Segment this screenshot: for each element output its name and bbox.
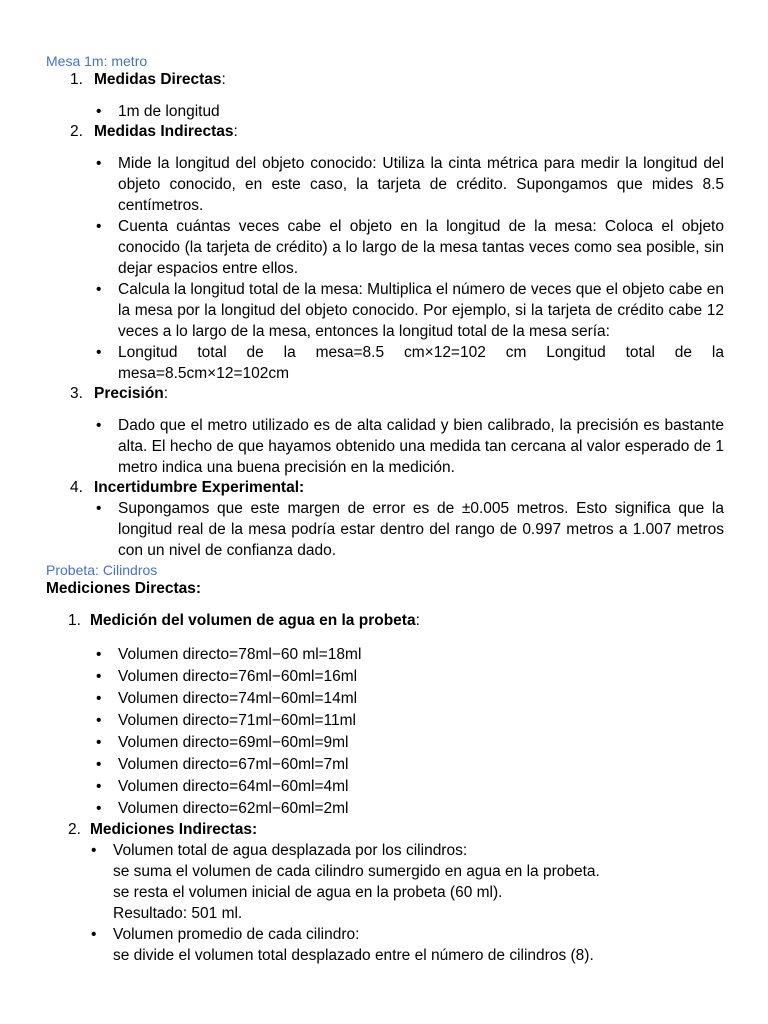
list-item-medicion-volumen xyxy=(46,611,726,631)
item-suffix: : xyxy=(233,123,238,140)
bullet-item: • Volumen directo=64ml−60ml=4ml xyxy=(118,776,726,798)
bullet-item: • Longitud total de la mesa=8.5 cm×12=102 cm Longitud total de la mesa=8.5cm×12=102cm xyxy=(118,342,726,384)
section-heading-mesa: Mesa 1m: metro xyxy=(46,53,148,69)
list-number: 2. xyxy=(68,821,81,838)
list-number: 3. xyxy=(70,385,83,402)
bullet-line: se resta el volumen inicial de agua en la probeta (60 ml). xyxy=(113,884,503,901)
bullet-list xyxy=(46,101,726,122)
bullet-list xyxy=(46,498,726,561)
volume-bullet-list xyxy=(46,644,726,820)
subheading-mediciones-directas: Mediciones Directas: xyxy=(46,580,202,597)
bullet-list xyxy=(46,153,726,384)
bullet-line: • Volumen promedio de cada cilindro: xyxy=(113,926,360,943)
bullet-line: se divide el volumen total desplazado entre el número de cilindros (8). xyxy=(113,947,594,964)
item-suffix: : xyxy=(163,385,169,402)
item-suffix: : xyxy=(415,612,420,629)
item-label: Precisión xyxy=(94,385,164,402)
list-item-incertidumbre xyxy=(46,478,726,498)
list-item-precision xyxy=(46,384,726,404)
list-number: 4. xyxy=(70,479,83,496)
section-heading-probeta: Probeta: Cilindros xyxy=(46,562,158,578)
list-number: 1. xyxy=(70,71,83,88)
item-suffix: : xyxy=(221,71,226,88)
bullet-list xyxy=(46,415,726,478)
bullet-item-volumen-total xyxy=(113,840,726,924)
bullet-item: • Volumen directo=69ml−60ml=9ml xyxy=(118,732,726,754)
bullet-item: • Volumen directo=78ml−60 ml=18ml xyxy=(118,644,726,666)
document-page xyxy=(46,52,726,966)
bullet-line: Resultado: 501 ml. xyxy=(113,905,243,922)
list-item-medidas-indirectas xyxy=(46,122,726,142)
item-label: Mediciones Indirectas: xyxy=(90,821,258,838)
item-label: Incertidumbre Experimental: xyxy=(94,479,305,496)
list-item-medidas-directas xyxy=(46,70,726,90)
bullet-item: • 1m de longitud xyxy=(118,101,726,122)
bullet-item: • Volumen directo=74ml−60ml=14ml xyxy=(118,688,726,710)
item-label: Medidas Indirectas xyxy=(94,123,234,140)
bullet-item: • Volumen directo=62ml−60ml=2ml xyxy=(118,798,726,820)
bullet-item: • Dado que el metro utilizado es de alta calidad y bien calibrado, la precisión es bastante alta. El hecho de que hayamos obtenido una medida tan cercana al valor esperado de 1 metro indica una buena precisión en la medición. xyxy=(118,415,726,478)
item-label: Medidas Directas xyxy=(94,71,222,88)
bullet-item: • Supongamos que este margen de error es de ±0.005 metros. Esto significa que la longitud real de la mesa podría estar dentro del rango de 0.997 metros a 1.007 metros con un nivel de confianza dado. xyxy=(118,498,726,561)
list-number: 2. xyxy=(70,123,83,140)
bullet-item: • Mide la longitud del objeto conocido: Utiliza la cinta métrica para medir la longitud del objeto conocido, en este caso, la tarjeta de crédito. Supongamos que mides 8.5 centímetros. xyxy=(118,153,726,216)
bullet-item: • Volumen directo=67ml−60ml=7ml xyxy=(118,754,726,776)
list-item-mediciones-indirectas xyxy=(46,820,726,840)
bullet-item: • Volumen directo=71ml−60ml=11ml xyxy=(118,710,726,732)
item-label: Medición del volumen de agua en la probeta xyxy=(90,612,416,629)
bullet-line: • Volumen total de agua desplazada por los cilindros: xyxy=(113,842,468,859)
bullet-item: • Volumen directo=76ml−60ml=16ml xyxy=(118,666,726,688)
bullet-item: • Cuenta cuántas veces cabe el objeto en la longitud de la mesa: Coloca el objeto conocido (la tarjeta de crédito) a lo largo de la mesa tantas veces como sea posible, sin dejar espacios entre ellos. xyxy=(118,216,726,279)
bullet-item: • Calcula la longitud total de la mesa: Multiplica el número de veces que el objeto cabe en la mesa por la longitud del objeto conocido. Por ejemplo, si la tarjeta de crédito cabe 12 veces a lo largo de la mesa, entonces la longitud total de la mesa sería: xyxy=(118,279,726,342)
bullet-list xyxy=(46,840,726,966)
list-number: 1. xyxy=(68,612,81,629)
bullet-line: se suma el volumen de cada cilindro sumergido en agua en la probeta. xyxy=(113,863,600,880)
bullet-item-volumen-promedio xyxy=(113,924,726,966)
